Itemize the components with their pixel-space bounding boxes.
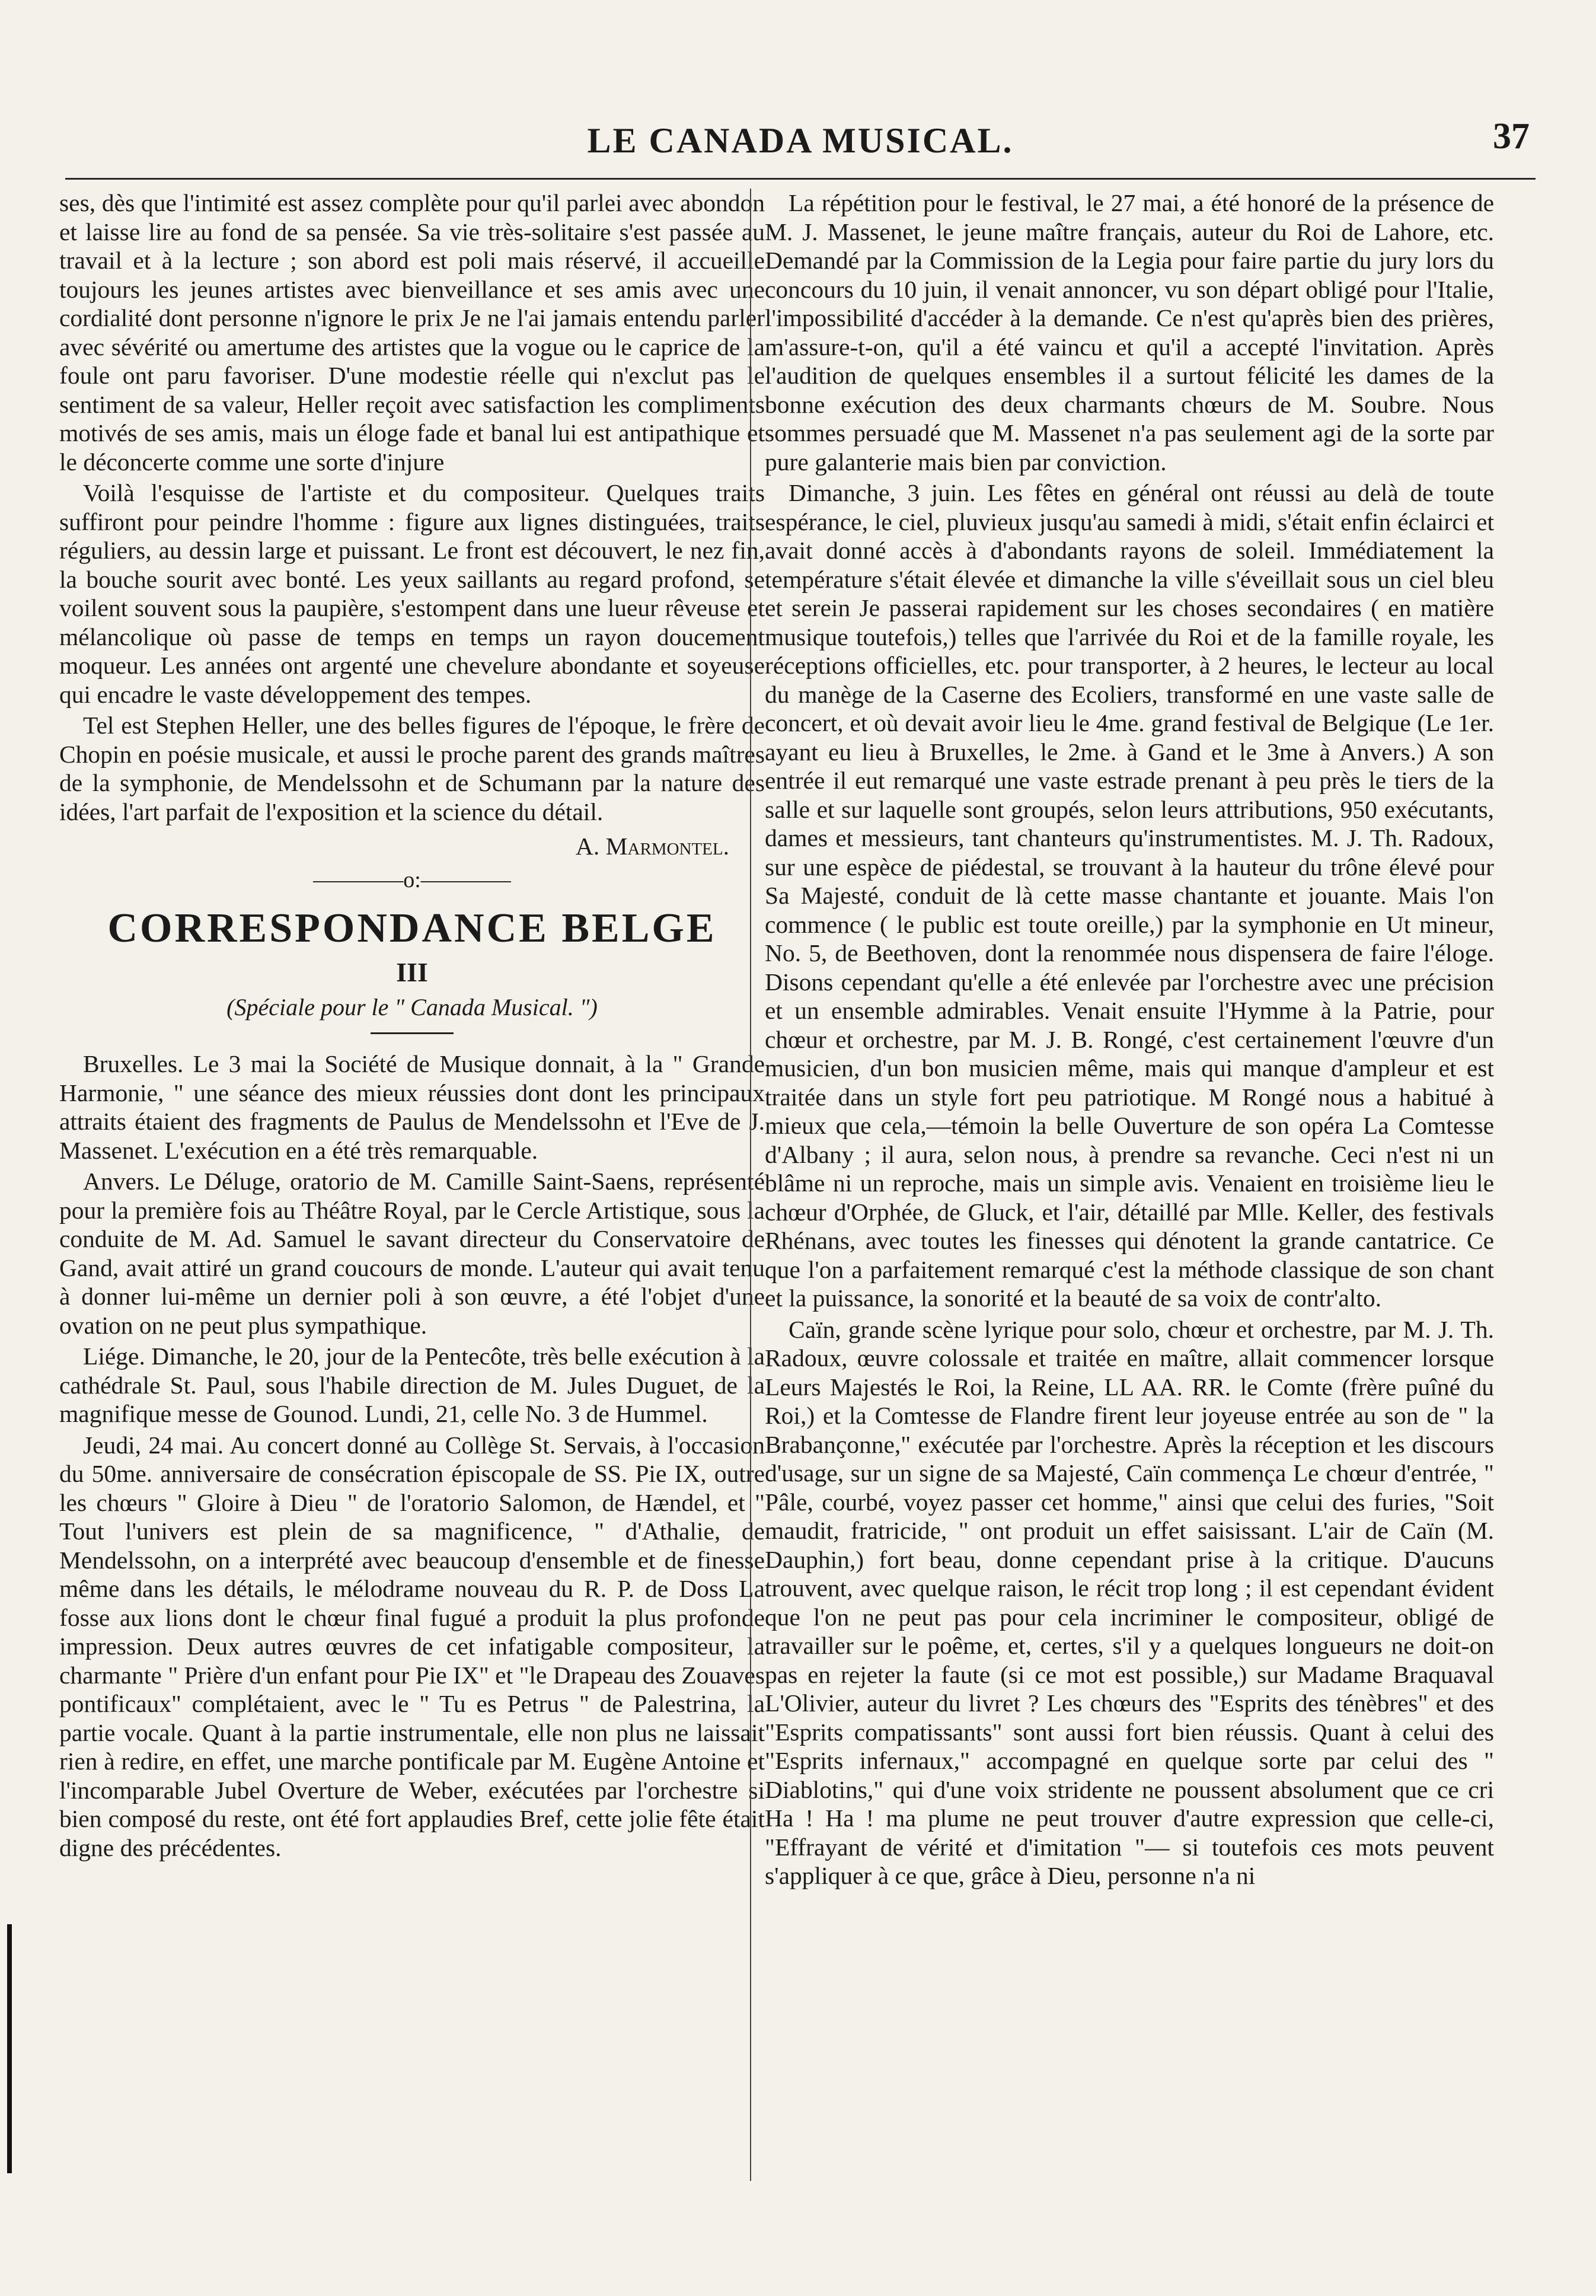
right-paragraph-1: La répétition pour le festival, le 27 mai, a été honoré de la présence de M. J. Massenet, le jeune maître français, auteur du Roi de Lahore, etc. Demandé par la Commission de la Legia pour faire partie du jury lors du concours du 10 juin, il venait annoncer, vu son départ obligé pour l'Italie, l'impossibilité d'accéder à la demande. Ce n'est qu'après bien des prières, m'assure-t-on, qu'il a été vaincu et qu'il a accepté l'invitation. Après l'audition de quelques ensembles il a surtout félicité les dames de la bonne exécution des deux charmants chœurs de M. Soubre. Nous sommes persuadé que M. Massenet n'a pas seulement agi de la sorte par pure galanterie mais bien par conviction. [765, 189, 1494, 476]
section-number: III [396, 957, 428, 987]
left-paragraph-3: Tel est Stephen Heller, une des belles figures de l'époque, le frère de Chopin en poésie musicale, et aussi le proche parent des grands maîtres de la symphonie, de Mendelssohn et de Schumann par la nature des idées, l'art parfait de l'exposition et la science du détail. [59, 712, 765, 825]
left-paragraph-liege: Liége. Dimanche, le 20, jour de la Pentecôte, très belle exécution à la cathédrale St. Paul, sous l'habile direction de M. Jules Duguet, de la magnifique messe de Gounod. Lundi, 21, celle No. 3 de Hummel. [59, 1342, 765, 1427]
left-paragraph-2: Voilà l'esquisse de l'artiste et du compositeur. Quelques traits suffiront pour peindre l'homme : figure aux lignes distinguées, traits réguliers, au dessin large et puissant. Le front est découvert, le nez fin, la bouche sourit avec bonté. Les yeux saillants au regard profond, se voilent souvent sous la paupière, s'estompent dans une lueur rêveuse et mélancolique où passe de temps en temps un rayon doucement moqueur. Les années ont argenté une chevelure abondante et soyeuse qui encadre le vaste développement des tempes. [59, 479, 765, 708]
left-paragraph-1: ses, dès que l'intimité est assez complète pour qu'il parlei avec abondon et laisse lire au fond de sa pensée. Sa vie très-solitaire s'est passée au travail et à la lecture ; son abord est poli mais réservé, il accueille toujours les jeunes artistes avec bienveillance et ses amis avec une cordialité dont personne n'ignore le prix Je ne l'ai jamais entendu parler avec sévérité ou amertume des artistes que la vogue ou le caprice de la foule ont paru favoriser. D'une modestie réelle qui n'exclut pas le sentiment de sa valeur, Heller reçoit avec satisfaction les compliments motivés de ses amis, mais un éloge fade et banal lui est antipathique et le déconcerte comme une sorte d'injure [59, 189, 765, 476]
right-paragraph-2: Dimanche, 3 juin. Les fêtes en général ont réussi au delà de toute espérance, le ciel, pluvieux jusqu'au samedi à midi, s'était enfin éclairci et avait donné accès à d'abondants rayons de soleil. Immédiatement la température s'était élevée et dimanche la ville s'éveillait sous un ciel bleu et serein Je passerai rapidement sur les choses secondaires ( en matière musique toutefois,) telles que l'arrivée du Roi et de la famille royale, les réceptions officielles, etc. pour transporter, à 2 heures, le lecteur au local du manège de la Caserne des Ecoliers, transformé en une vaste salle de concert, et où devait avoir lieu le 4me. grand festival de Belgique (Le 1er. ayant eu lieu à Bruxelles, le 2me. à Gand et le 3me à Anvers.) A son entrée il eut remarqué une vaste estrade prenant à peu près le tiers de la salle et sur laquelle sont groupés, selon leurs attributions, 950 exécutants, dames et messieurs, tant chanteurs qu'instrumentistes. M. J. Th. Radoux, sur une espèce de piédestal, se trouvant à la hauteur du trône élevé pour Sa Majesté, conduit de là cette masse chantante et jouante. Mais l'on commence ( le public est toute oreille,) par la symphonie en Ut mineur, No. 5, de Beethoven, dont la renommée nous dispensera de faire l'éloge. Disons cependant qu'elle a été enlevée par l'orchestre avec une précision et un ensemble admirables. Venait ensuite l'Hymme à la Patrie, pour chœur et orchestre, par M. J. B. Rongé, c'est certainement l'œuvre d'un musicien, d'un bon musicien même, mais qui manque d'ampleur et est traitée dans un style fort peu patriotique. M Rongé nous a habitué à mieux que cela,—témoin la belle Ouverture de son opéra La Comtesse d'Albany ; il aura, selon nous, à prendre sa revanche. Ceci n'est ni un blâme ni un reproche, mais un simple avis. Venaient en troisième lieu le chœur d'Orphée, de Gluck, et l'air, détaillé par Mlle. Keller, des festivals Rhénans, avec toutes les finesses qui dénotent la grande cantatrice. Ce que l'on a parfaitement remarqué c'est la méthode classique de son chant et la puissance, la sonorité et la beauté de sa voix de contr'alto. [765, 479, 1494, 1312]
header-rule [65, 178, 1536, 180]
left-paragraph-jeudi: Jeudi, 24 mai. Au concert donné au Collège St. Servais, à l'occasion du 50me. anniversaire de consécration épiscopale de SS. Pie IX, outre les chœurs " Gloire à Dieu " de l'oratorio Salomon, de Hændel, et " Tout l'univers est plein de sa magnificence, " d'Athalie, de Mendelssohn, on a interprété avec beaucoup d'ensemble et de finesse même dans les détails, le mélodrame nouveau du R. P. de Doss La fosse aux lions dont le chœur final fugué a produit la plus profonde impression. Deux autres œuvres de cet infatigable compositeur, la charmante " Prière d'un enfant pour Pie IX" et "le Drapeau des Zouaves pontificaux" complétaient, avec le " Tu es Petrus " de Palestrina, la partie vocale. Quant à la partie instrumentale, elle non plus ne laissait rien à redire, en effet, une marche pontificale par M. Eugène Antoine et l'incomparable Jubel Overture de Weber, exécutées par l'orchestre si bien composé du reste, ont été fort applaudies Bref, cette jolie fête était digne des précédentes. [59, 1431, 765, 1861]
subtitle-rule [371, 1032, 454, 1034]
left-column [59, 189, 765, 1864]
left-paragraph-bruxelles: Bruxelles. Le 3 mai la Société de Musique donnait, à la " Grande Harmonie, " une séance des mieux réussies dont dont les principaux attraits étaient des fragments de Paulus de Mendelssohn et l'Eve de J. Massenet. L'exécution en a été très remarquable. [59, 1050, 765, 1164]
section-separator: ————o:———— [313, 867, 511, 892]
page-header [65, 116, 1536, 169]
right-paragraph-3: Caïn, grande scène lyrique pour solo, chœur et orchestre, par M. J. Th. Radoux, œuvre colossale et traitée en maître, allait commencer lorsque Leurs Majestés le Roi, la Reine, LL AA. RR. le Comte (frère puîné du Roi,) et la Comtesse de Flandre firent leur joyeuse entrée au son de " la Brabançonne," exécutée par l'orchestre. Après la réception et les discours d'usage, sur un signe de sa Majesté, Caïn commença Le chœur d'entrée, " Pâle, courbé, voyez passer cet homme," ainsi que celui des furies, "Soit maudit, fratricide, " ont produit un effet saisissant. L'air de Caïn (M. Dauphin,) fort beau, donne cependant prise à la critique. D'aucuns trouvent, avec quelque raison, le récit trop long ; il est cependant évident que l'on ne peut pas pour cela incriminer le compositeur, obligé de travailler sur le poême, et, certes, s'il y a quelques longueurs ne doit-on pas en rejeter la faute (si ce mot est possible,) sur Madame Braquaval L'Olivier, auteur du livret ? Les chœurs des "Esprits des ténèbres" et des "Esprits compatissants" sont aussi fort bien réussis. Quant à celui des "Esprits infernaux," accompagné en quelque sorte par celui des " Diablotins," qui d'une voix stridente ne poussent absolument que ce cri Ha ! Ha ! ma plume ne peut trouver d'autre expression que celle-ci, "Effrayant de vérité et d'imitation "— si toutefois ces mots peuvent s'appliquer à ce que, grâce à Dieu, personne n'a ni [765, 1315, 1494, 1889]
section-title: CORRESPONDANCE BELGE [107, 905, 717, 951]
column-divider [750, 189, 751, 2181]
right-column [765, 189, 1494, 1893]
running-title: LE CANADA MUSICAL. [587, 121, 1014, 160]
section-subtitle: (Spéciale pour le " Canada Musical. ") [226, 993, 598, 1021]
left-paragraph-anvers: Anvers. Le Déluge, oratorio de M. Camille Saint-Saens, représenté pour la première fois au Théâtre Royal, par le Cercle Artistique, sous la conduite de M. Ad. Samuel le savant directeur du Conservatoire de Gand, avait attiré un grand coucours de monde. L'auteur qui avait tenu à donner lui-même un dernier poli à son œuvre, a été l'objet d'une ovation on ne peut plus sympathique. [59, 1168, 765, 1339]
page-number: 37 [1493, 116, 1530, 157]
margin-mark [7, 1924, 12, 2173]
author-signature: A. Marmontel. [575, 833, 729, 860]
